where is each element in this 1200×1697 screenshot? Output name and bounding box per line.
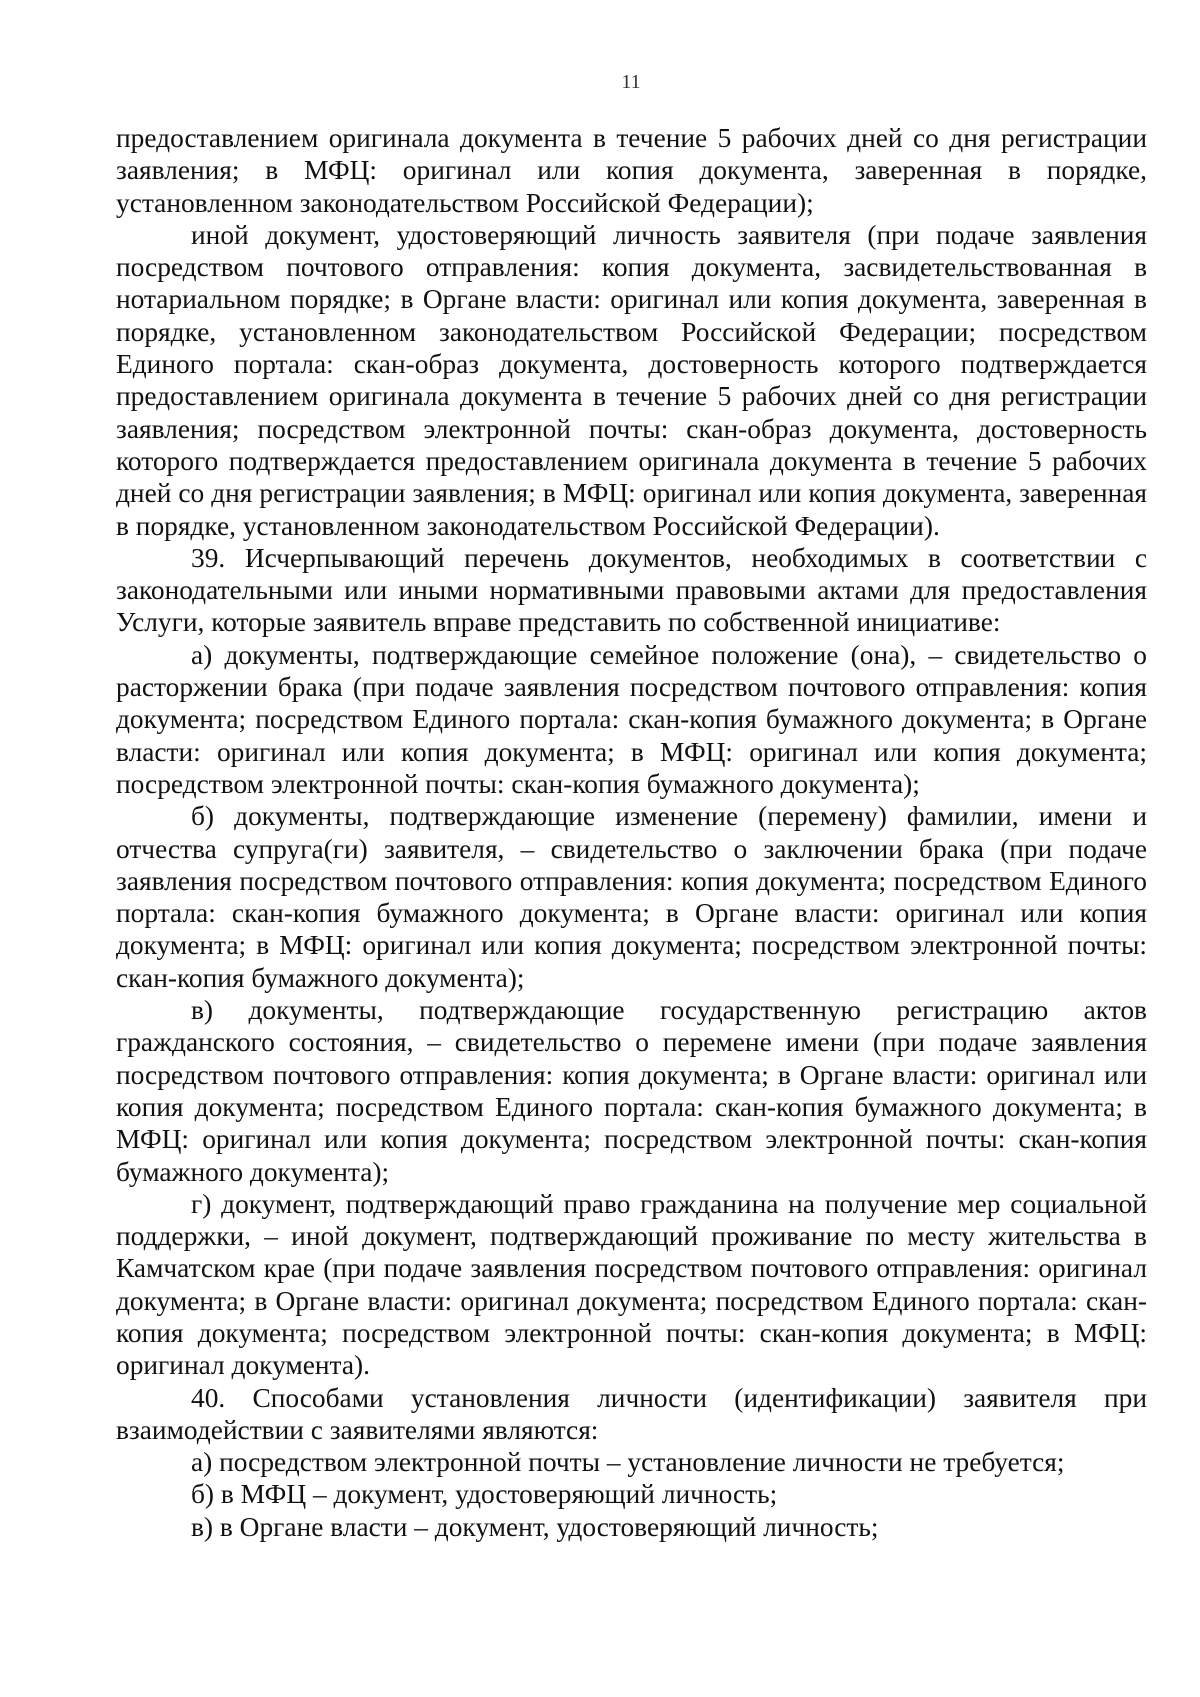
paragraph-item-40: 40. Способами установления личности (идентификации) заявителя при взаимодействии с заявителями являются: [116,1382,1147,1445]
paragraph-item-39-b: б) документы, подтверждающие изменение (перемену) фамилии, имени и отчества супруга(ги) заявителя, – свидетельство о заключении брака (при подаче заявления посредством почтового отправления: копия документа; посредством Единого портала: скан-копия бумажного документа; в Органе власти: оригинал или копия документа; в МФЦ: оригинал или копия документа; посредством электронной почты: скан-копия бумажного документа); [116,801,1147,993]
paragraph-item-39-v: в) документы, подтверждающие государственную регистрацию актов гражданского состояния, – свидетельство о перемене имени (при подаче заявления посредством почтового отправления: копия документа; в Органе власти: оригинал или копия документа; посредством Единого портала: скан-копия бумажного документа; в МФЦ: оригинал или копия документа; посредством электронной почты: скан-копия бумажного документа); [116,995,1147,1187]
paragraph-item-40-v: в) в Органе власти – документ, удостоверяющий личность; [191,1511,879,1542]
document-body [116,122,1147,1543]
paragraph-item-40-b: б) в МФЦ – документ, удостоверяющий личность; [191,1479,778,1510]
paragraph-other-identity-document: иной документ, удостоверяющий личность заявителя (при подаче заявления посредством почтового отправления: копия документа, засвидетельствованная в нотариальном порядке; в Органе власти: оригинал или копия документа, заверенная в порядке, установленном законодательством Российской Федерации; посредством Единого портала: скан-образ документа, достоверность которого подтверждается предоставлением оригинала документа в течение 5 рабочих дней со дня регистрации заявления; посредством электронной почты: скан-образ документа, достоверность которого подтверждается предоставлением оригинала документа в течение 5 рабочих дней со дня регистрации заявления; в МФЦ: оригинал или копия документа, заверенная в порядке, установленном законодательством Российской Федерации). [116,219,1147,541]
paragraph-item-39-g: г) документ, подтверждающий право гражданина на получение мер социальной поддержки, – иной документ, подтверждающий проживание по месту жительства в Камчатском крае (при подаче заявления посредством почтового отправления: оригинал документа; в Органе власти: оригинал документа; посредством Единого портала: скан-копия документа; посредством электронной почты: скан-копия документа; в МФЦ: оригинал документа). [116,1188,1147,1381]
paragraph-item-39-a: а) документы, подтверждающие семейное положение (она), – свидетельство о расторжении брака (при подаче заявления посредством почтового отправления: копия документа; посредством Единого портала: скан-копия бумажного документа; в Органе власти: оригинал или копия документа; в МФЦ: оригинал или копия документа; посредством электронной почты: скан-копия бумажного документа); [116,639,1147,799]
page-number: 11 [621,71,641,93]
paragraph-item-40-a: а) посредством электронной почты – установление личности не требуется; [191,1447,1065,1478]
paragraph-continuation: предоставлением оригинала документа в течение 5 рабочих дней со дня регистрации заявления; в МФЦ: оригинал или копия документа, заверенная в порядке, установленном законодательством Российской Федерации); [116,123,1147,218]
paragraph-item-39: 39. Исчерпывающий перечень документов, необходимых в соответствии с законодательными или иными нормативными правовыми актами для предоставления Услуги, которые заявитель вправе представить по собственной инициативе: [116,542,1147,638]
